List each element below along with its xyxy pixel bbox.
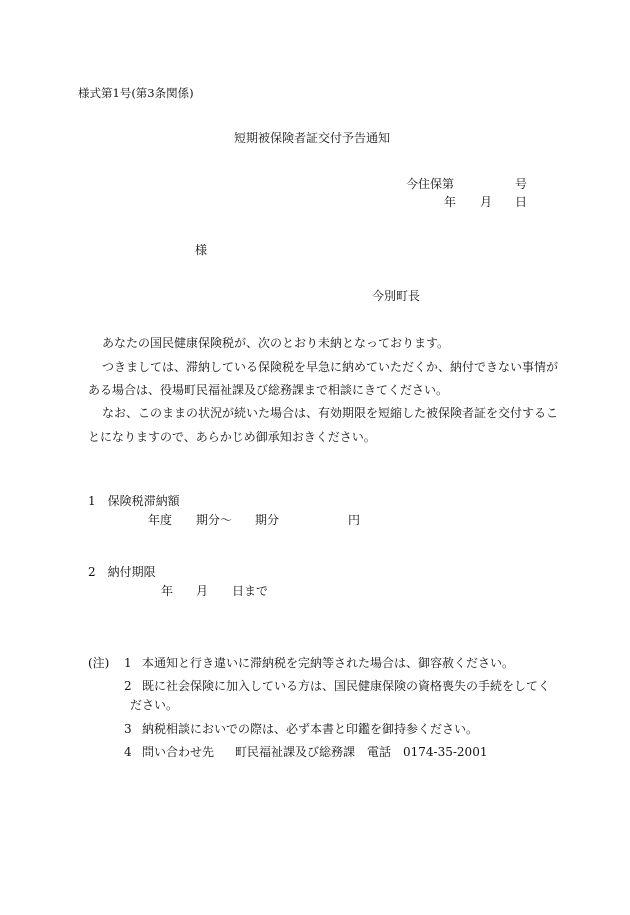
body-paragraph-2-line-2: ある場合は、役場町民福祉課及び総務課まで相談にきてください。 <box>88 383 449 397</box>
note-3-text: 納税相談においでの際は、必ず本書と印鑑を御持参ください。 <box>142 722 479 736</box>
note-4-phone-number: 0174-35-2001 <box>403 745 488 759</box>
addressee-honorific: 様 <box>195 243 208 257</box>
note-1-number: 1 <box>124 656 132 670</box>
section-2-month: 月 <box>196 584 209 598</box>
date-month: 月 <box>480 195 493 209</box>
section-1-currency: 円 <box>348 513 361 527</box>
body-paragraph-3-line-2: とになりますので、あらかじめ御承知おきください。 <box>88 430 376 444</box>
notes-label: (注) <box>88 656 110 670</box>
note-3-number: 3 <box>124 722 132 736</box>
note-2-number: 2 <box>124 679 132 693</box>
date-day: 日 <box>515 195 528 209</box>
date-year: 年 <box>444 195 457 209</box>
body-paragraph-3-line-1: なお、このままの状況が続いた場合は、有効期限を短縮した被保険者証を交付するこ <box>102 406 559 420</box>
note-1-text: 本通知と行き違いに滞納税を完納等された場合は、御容赦ください。 <box>142 656 515 670</box>
note-2-continuation: ださい。 <box>130 698 179 712</box>
note-4-contact-label: 問い合わせ先 <box>142 745 215 759</box>
document-title: 短期被保険者証交付予告通知 <box>234 131 391 145</box>
section-1-heading: 1 保険税滞納額 <box>88 494 180 508</box>
note-4-number: 4 <box>124 745 132 759</box>
note-4-phone-label: 電話 <box>367 745 392 759</box>
section-2-heading: 2 納付期限 <box>88 565 156 579</box>
section-1-fiscal-year: 年度 <box>148 513 173 527</box>
doc-number-prefix: 今住保第 <box>406 177 455 191</box>
sender-name: 今別町長 <box>372 289 421 303</box>
section-1-period-to: 期分 <box>255 513 280 527</box>
note-4-department: 町民福祉課及び総務課 <box>235 745 356 759</box>
body-paragraph-2-line-1: つきましては、滞納している保険税を早急に納めていただくか、納付できない事情が <box>102 360 559 374</box>
section-2-year: 年 <box>161 584 174 598</box>
section-2-until: 日まで <box>232 584 269 598</box>
note-2-text: 既に社会保険に加入している方は、国民健康保険の資格喪失の手続をしてく <box>142 679 551 693</box>
form-label: 様式第1号(第3条関係) <box>78 86 194 100</box>
body-paragraph-1: あなたの国民健康保険税が、次のとおり未納となっております。 <box>102 336 450 350</box>
section-1-period-from: 期分～ <box>196 513 233 527</box>
doc-number-suffix: 号 <box>515 177 528 191</box>
